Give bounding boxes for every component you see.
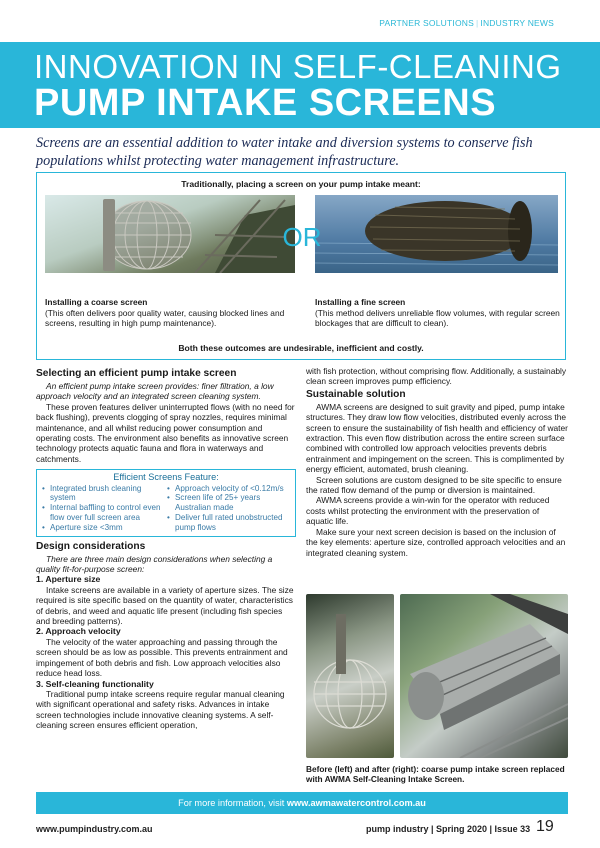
or-label: OR <box>282 222 322 252</box>
info-prefix: For more information, visit <box>178 798 285 808</box>
right-column <box>306 366 568 558</box>
item-velocity-text: The velocity of the water approaching and passing through the screen should be as low as possible. This prevents entrainment and impingement of both debris and fish. Low approach velocities also reduce head loss. <box>36 636 288 679</box>
paragraph-sustainable-2: Screen solutions are custom designed to be site specific to ensure the rated flow demand of the pump or diversion is maintained. <box>306 474 562 496</box>
coarse-screen-photo <box>45 195 295 273</box>
paragraph-selecting-benefits: These proven features deliver uninterrupted flows (with no need for back flushing), prevents clogging of spray nozzles, requires minimal maintenance, and all whilst reducing power consumption and operating costs. The environment also benefits as innovative screen technology protects aquatic fauna and flora in waterways and catchments. <box>36 401 295 464</box>
comparison-conclusion: Both these outcomes are undesirable, inefficient and costly. <box>178 343 424 353</box>
category-label: INDUSTRY NEWS <box>480 18 554 28</box>
item-cleaning-title: 3. Self-cleaning functionality <box>36 678 154 689</box>
heading-sustainable: Sustainable solution <box>306 388 406 400</box>
coarse-screen-text: (This often delivers poor quality water, causing blocked lines and screens, resulting in high pump maintenance). <box>45 307 285 328</box>
list-item: • Approach velocity of <0.12m/s <box>166 484 291 494</box>
features-box <box>36 469 296 536</box>
features-list-left <box>41 484 166 533</box>
coarse-screen-title: Installing a coarse screen <box>45 297 148 307</box>
intro-text: Screens are an essential addition to water intake and diversion systems to conserve fish populations whilst protecting water management infrastructure. <box>36 135 533 169</box>
list-item: • Aperture size <3mm <box>41 523 166 533</box>
title-banner <box>0 42 600 128</box>
footer-website[interactable]: www.pumpindustry.com.au <box>36 824 153 834</box>
footer-publication: pump industry | Spring 2020 | Issue 33 <box>366 824 531 834</box>
info-bar <box>36 792 568 814</box>
paragraph-selecting-intro: An efficient pump intake screen provides: finer filtration, a low approach velocity and an integrated screen cleaning system. <box>36 381 274 402</box>
fine-screen-caption <box>315 297 565 329</box>
list-item: • Internal baffling to control even flow over full screen area <box>41 503 166 523</box>
paragraph-sustainable-3: AWMA screens provide a win-win for the operator with reduced costs whilst protecting the environment with the preservation of aquatic life. <box>306 495 550 527</box>
item-aperture-text: Intake screens are available in a variety of aperture sizes. The size required is site specific based on the quantity of water, characteristics of debris, and weed and aquatic life present (including fish species and breeding patterns). <box>36 584 294 627</box>
after-photo <box>400 594 568 758</box>
list-item: • Screen life of 25+ years Australian made <box>166 493 291 513</box>
title-line-1: INNOVATION IN SELF-CLEANING <box>34 48 562 85</box>
fine-screen-photo <box>315 195 558 273</box>
list-item: • Integrated brush cleaning system <box>41 484 166 504</box>
title-line-2: PUMP INTAKE SCREENS <box>34 82 497 124</box>
coarse-screen-caption <box>45 297 303 329</box>
left-column <box>36 366 296 731</box>
heading-design: Design considerations <box>36 540 146 552</box>
features-title: Efficient Screens Feature: <box>113 472 219 483</box>
section-label: PARTNER SOLUTIONS <box>379 18 474 28</box>
item-cleaning-text: Traditional pump intake screens require regular manual cleaning with significant operational and safety risks. Advances in intake screen technologies include innovative cleaning systems. A self-cleaning screen ensures efficient operation, <box>36 688 285 731</box>
before-photo <box>306 594 394 758</box>
photo-caption: Before (left) and after (right): coarse pump intake screen replaced with AWMA Self-Cleaning Intake Screen. <box>306 764 565 785</box>
paragraph-sustainable-1: AWMA screens are designed to suit gravity and piped, pump intake structures. They draw low flow velocities, distributed evenly across the screen to ensure the sustainability of fish health and efficiency of water extraction. This even flow distribution across the entire screen surface combined with controlled low approach velocities prevents debris entrainment and impingement on the screen. This is complimented by energy efficient, automated, brush cleaning. <box>306 401 568 475</box>
comparison-box <box>36 172 566 360</box>
page-number: 19 <box>536 818 554 835</box>
comparison-caption: Traditionally, placing a screen on your pump intake meant: <box>181 179 421 189</box>
paragraph-sustainable-4: Make sure your next screen decision is based on the inclusion of the key elements: aperture size, controlled approach velocities and an integrated cleaning system. <box>306 526 566 558</box>
info-link[interactable]: www.awmawatercontrol.com.au <box>286 798 426 808</box>
section-header: PARTNER SOLUTIONS | INDUSTRY NEWS <box>379 18 554 28</box>
paragraph-continued: with fish protection, without comprising flow. Additionally, a sustainably clean screen improves pump efficiency. <box>306 366 567 387</box>
features-list-right <box>166 484 291 533</box>
list-item: • Deliver full rated unobstructed pump flows <box>166 513 291 533</box>
paragraph-design-intro: There are three main design considerations when selecting a quality fit-for-purpose screen: <box>36 553 273 575</box>
item-aperture-title: 1. Aperture size <box>36 574 101 585</box>
fine-screen-text: (This method delivers unreliable flow volumes, with regular screen blockages that are difficult to clean). <box>315 307 560 328</box>
fine-screen-title: Installing a fine screen <box>315 297 406 307</box>
item-velocity-title: 2. Approach velocity <box>36 626 121 637</box>
heading-selecting: Selecting an efficient pump intake screen <box>36 368 237 379</box>
